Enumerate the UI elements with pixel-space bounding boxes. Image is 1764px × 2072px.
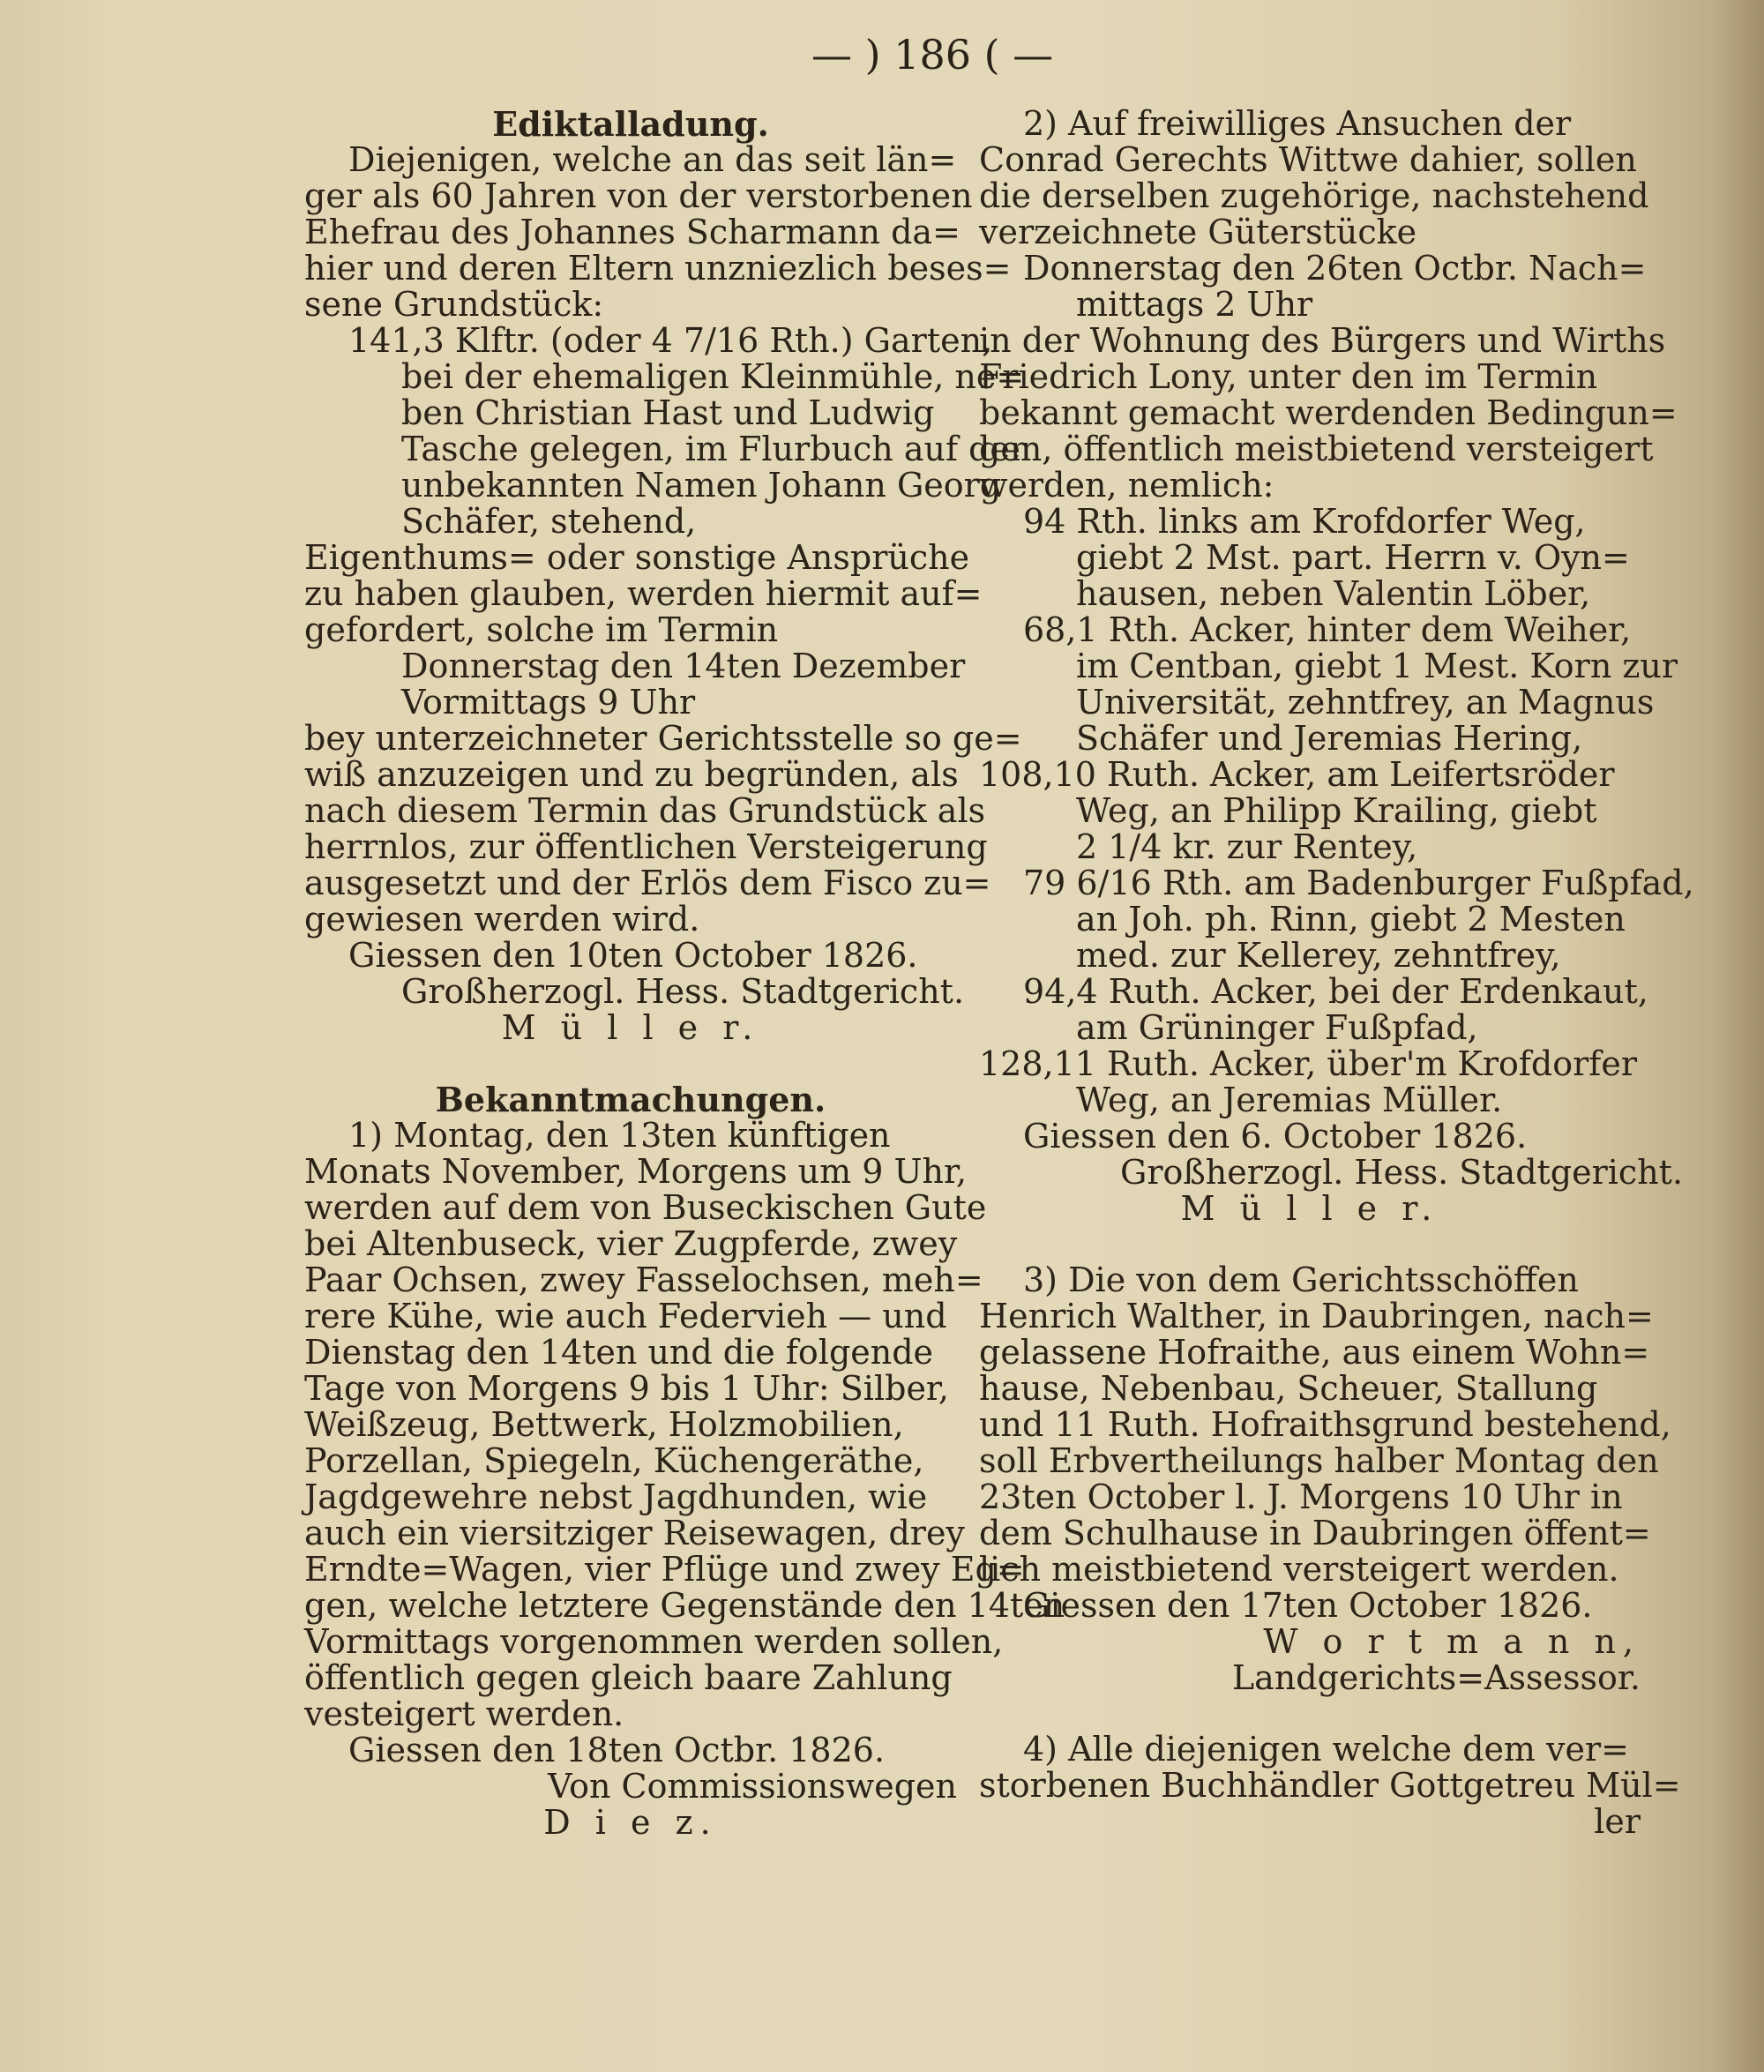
left-column-line: 141,3 Klftr. (oder 4 7/16 Rth.) Garten,	[348, 321, 993, 360]
right-column-line: 94 Rth. links am Krofdorfer Weg,	[1023, 502, 1586, 541]
right-column	[979, 104, 1694, 1841]
left-column-line: Bekanntmachungen.	[435, 1080, 826, 1119]
left-column-line: Donnerstag den 14ten Dezember	[401, 647, 966, 685]
left-column-line: rere Kühe, wie auch Federvieh — und	[304, 1297, 947, 1335]
left-column-line: ger als 60 Jahren von der verstorbenen	[304, 176, 973, 215]
right-column-line: 79 6/16 Rth. am Badenburger Fußpfad,	[1023, 864, 1694, 902]
left-column-line: Vormittags 9 Uhr	[401, 683, 696, 722]
right-column-line: Conrad Gerechts Wittwe dahier, sollen	[979, 140, 1637, 179]
left-column-line: Giessen den 10ten October 1826.	[348, 936, 918, 975]
left-column-line: Von Commissionswegen	[548, 1767, 957, 1806]
right-column-line: in der Wohnung des Bürgers und Wirths	[979, 321, 1666, 360]
right-column-line: lich meistbietend versteigert werden.	[979, 1550, 1619, 1589]
left-column-line: herrnlos, zur öffentlichen Versteigerung	[304, 827, 988, 866]
right-column-line: 2 1/4 kr. zur Rentey,	[1076, 827, 1418, 866]
left-column-line: hier und deren Eltern unzniezlich beses=	[304, 249, 1012, 288]
right-column-line: Weg, an Jeremias Müller.	[1076, 1081, 1503, 1119]
left-column-line: Monats November, Morgens um 9 Uhr,	[304, 1152, 968, 1191]
left-column-line: bey unterzeichneter Gerichtsstelle so ge=	[304, 719, 1022, 758]
right-column-line: 68,1 Rth. Acker, hinter dem Weiher,	[1023, 610, 1632, 649]
left-column-line: gewiesen werden wird.	[304, 900, 700, 939]
left-column-line: Jagdgewehre nebst Jagdhunden, wie	[304, 1477, 928, 1516]
right-column-line: 108,10 Ruth. Acker, am Leifertsröder	[979, 755, 1615, 794]
right-column-line: Großherzogl. Hess. Stadtgericht.	[1120, 1153, 1684, 1192]
right-column-line: ler	[1594, 1802, 1641, 1841]
right-column-line: Giessen den 17ten October 1826.	[1023, 1586, 1593, 1625]
right-column-gap	[979, 1696, 1641, 1732]
page-edge-shadow	[1711, 0, 1764, 2072]
left-column-line: Paar Ochsen, zwey Fasselochsen, meh=	[304, 1260, 983, 1299]
left-column-line: Diejenigen, welche an das seit län=	[348, 140, 957, 179]
right-column-line: Giessen den 6. October 1826.	[1023, 1117, 1528, 1156]
left-column-line: unbekannten Namen Johann Georg	[401, 466, 1002, 505]
left-column-line: zu haben glauben, werden hiermit auf=	[304, 574, 983, 613]
right-column-line: Universität, zehntfrey, an Magnus	[1076, 683, 1655, 722]
right-column-line: Donnerstag den 26ten Octbr. Nach=	[1023, 249, 1647, 288]
right-column-line: 128,11 Ruth. Acker, über'm Krofdorfer	[979, 1044, 1638, 1083]
right-column-line: dem Schulhause in Daubringen öffent=	[979, 1514, 1651, 1552]
page-number: — ) 186 ( —	[811, 31, 1054, 79]
right-column-line: gen, öffentlich meistbietend versteigert	[979, 430, 1654, 468]
left-column-line: Dienstag den 14ten und die folgende	[304, 1333, 934, 1372]
right-column-gap	[979, 1227, 1641, 1262]
left-column-line: Tasche gelegen, im Flurbuch auf den	[401, 430, 1032, 468]
right-column-line: Landgerichts=Assessor.	[1231, 1658, 1641, 1697]
right-column-line: hausen, neben Valentin Löber,	[1076, 574, 1591, 613]
right-column-line: bekannt gemacht werdenden Bedingun=	[979, 393, 1678, 432]
left-column-line: sene Grundstück:	[304, 285, 604, 324]
left-column-line: vesteigert werden.	[304, 1694, 624, 1733]
right-column-line: mittags 2 Uhr	[1076, 285, 1313, 324]
left-column-line: bei Altenbuseck, vier Zugpferde, zwey	[304, 1224, 958, 1263]
right-column-line: giebt 2 Mst. part. Herrn v. Oyn=	[1076, 538, 1630, 577]
right-column-line: im Centban, giebt 1 Mest. Korn zur	[1076, 647, 1678, 685]
right-column-line: storbenen Buchhändler Gottgetreu Mül=	[979, 1766, 1681, 1805]
left-column-line: ben Christian Hast und Ludwig	[401, 393, 935, 432]
right-column-line: med. zur Kellerey, zehntfrey,	[1076, 936, 1561, 975]
left-column-line: Tage von Morgens 9 bis 1 Uhr: Silber,	[304, 1369, 949, 1408]
left-column-line: öffentlich gegen gleich baare Zahlung	[304, 1658, 953, 1697]
left-column-line: ausgesetzt und der Erlös dem Fisco zu=	[304, 864, 991, 902]
left-column	[304, 104, 1065, 1842]
left-column-line: werden auf dem von Buseckischen Gute	[304, 1188, 987, 1227]
left-column-line: Vormittags vorgenommen werden sollen,	[304, 1622, 1004, 1661]
left-column-line: auch ein viersitziger Reisewagen, drey	[304, 1514, 965, 1552]
left-column-gap	[304, 1046, 957, 1081]
right-column-line: 4) Alle diejenigen welche dem ver=	[1023, 1730, 1630, 1769]
left-column-line: 1) Montag, den 13ten künftigen	[348, 1116, 891, 1155]
left-column-line: Großherzogl. Hess. Stadtgericht.	[401, 972, 965, 1011]
left-column-line: D i e z.	[543, 1803, 718, 1842]
right-column-line: Friedrich Lony, unter den im Termin	[979, 357, 1598, 396]
left-column-line: wiß anzuzeigen und zu begründen, als	[304, 755, 959, 794]
right-column-line: M ü l l e r.	[1180, 1189, 1439, 1228]
right-column-line: 2) Auf freiwilliges Ansuchen der	[1023, 104, 1572, 143]
left-column-line: nach diesem Termin das Grundstück als	[304, 791, 986, 830]
right-column-line: werden, nemlich:	[979, 466, 1274, 505]
right-column-line: Henrich Walther, in Daubringen, nach=	[979, 1297, 1654, 1335]
right-column-line: am Grüninger Fußpfad,	[1076, 1008, 1478, 1047]
right-column-line: Weg, an Philipp Krailing, giebt	[1076, 791, 1597, 830]
left-column-line: Erndte=Wagen, vier Pflüge und zwey Eg=	[304, 1550, 1025, 1589]
right-column-line: verzeichnete Güterstücke	[979, 213, 1417, 251]
left-column-line: Giessen den 18ten Octbr. 1826.	[348, 1731, 886, 1769]
right-column-line: hause, Nebenbau, Scheuer, Stallung	[979, 1369, 1598, 1408]
right-column-line: Schäfer und Jeremias Hering,	[1076, 719, 1583, 758]
left-column-line: Eigenthums= oder sonstige Ansprüche	[304, 538, 970, 577]
left-column-line: Ediktalladung.	[492, 104, 769, 144]
left-column-line: gen, welche letztere Gegenstände den 14ten	[304, 1586, 1065, 1625]
right-column-line: 3) Die von dem Gerichtsschöffen	[1023, 1260, 1579, 1299]
left-column-line: Schäfer, stehend,	[401, 502, 697, 541]
right-column-line: W o r t m a n n,	[1263, 1622, 1641, 1661]
right-column-line: gelassene Hofraithe, aus einem Wohn=	[979, 1333, 1650, 1372]
right-column-line: die derselben zugehörige, nachstehend	[979, 176, 1649, 215]
left-column-line: gefordert, solche im Termin	[304, 610, 779, 649]
left-column-line: Weißzeug, Bettwerk, Holzmobilien,	[304, 1405, 904, 1444]
right-column-line: soll Erbvertheilungs halber Montag den	[979, 1441, 1659, 1480]
right-column-line: 94,4 Ruth. Acker, bei der Erdenkaut,	[1023, 972, 1648, 1011]
left-column-line: Ehefrau des Johannes Scharmann da=	[304, 213, 960, 251]
left-column-line: M ü l l e r.	[501, 1008, 760, 1047]
right-column-line: an Joh. ph. Rinn, giebt 2 Mesten	[1076, 900, 1626, 939]
right-column-line: 23ten October l. J. Morgens 10 Uhr in	[979, 1477, 1623, 1516]
right-column-line: und 11 Ruth. Hofraithsgrund bestehend,	[979, 1405, 1671, 1444]
left-column-line: bei der ehemaligen Kleinmühle, ne=	[401, 357, 1025, 396]
left-column-line: Porzellan, Spiegeln, Küchengeräthe,	[304, 1441, 924, 1480]
